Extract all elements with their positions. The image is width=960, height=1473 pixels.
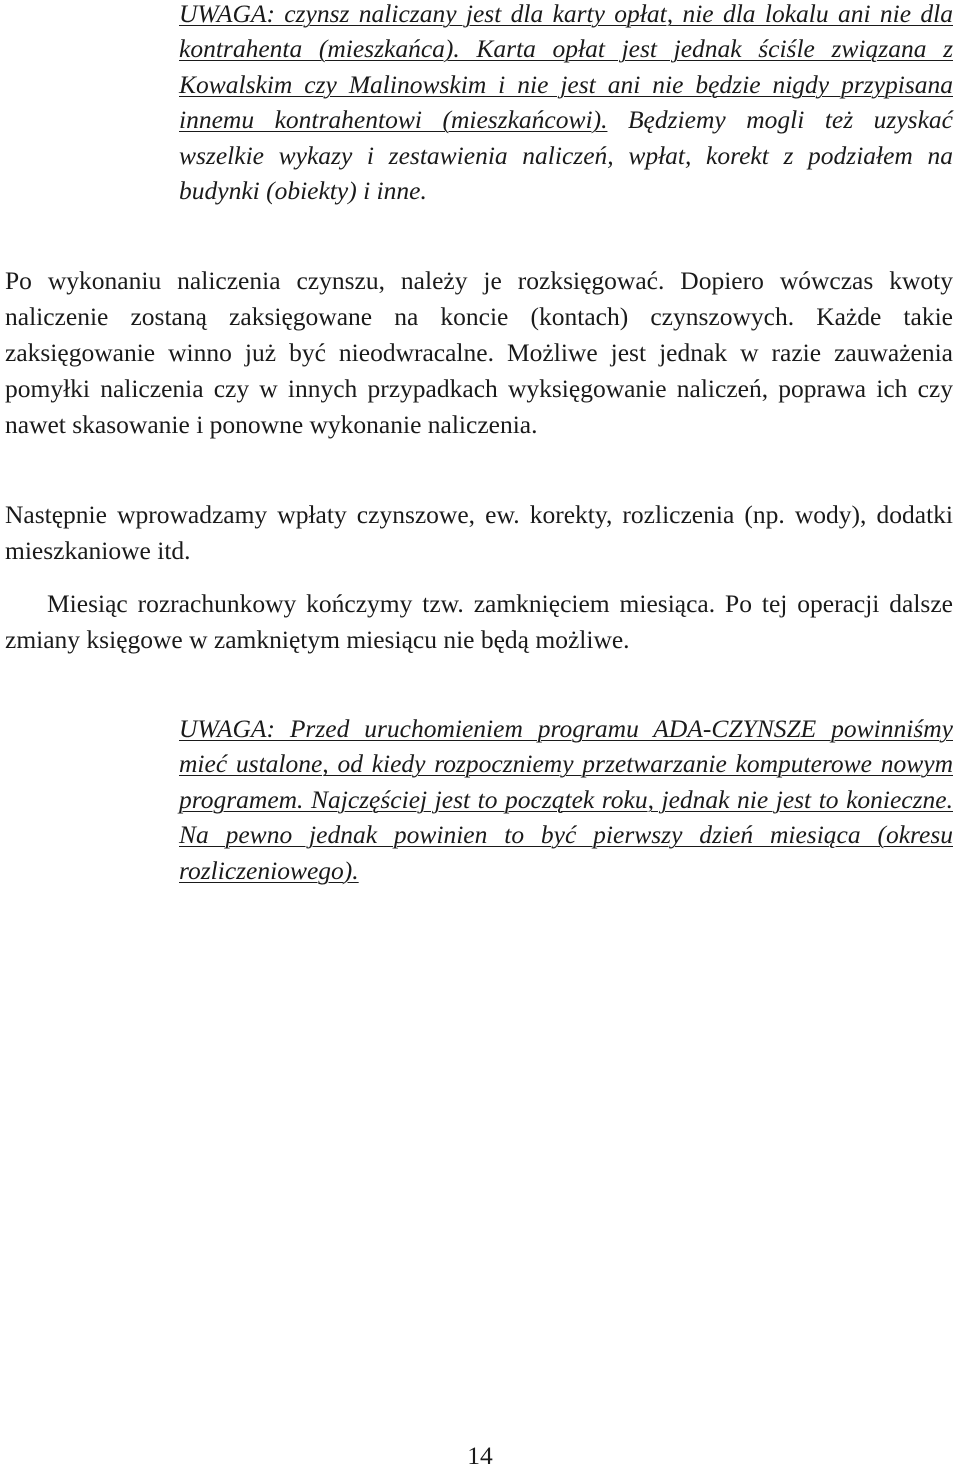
paragraph-posting: Po wykonaniu naliczenia czynszu, należy je rozksięgować. Dopiero wówczas kwoty naliczenie zostaną zaksięgowane na koncie (kontach) czynszowych. Każde takie zaksięgowanie winno już być nieodwracalne. Możliwe jest jednak w razie zauważenia pomyłki naliczenia czy w innych przypadkach wyksięgowanie naliczeń, poprawa ich czy nawet skasowanie i ponowne wykonanie naliczenia. — [5, 266, 953, 439]
paragraph-month-closing: Miesiąc rozrachunkowy kończymy tzw. zamknięciem miesiąca. Po tej operacji dalsze zmiany księgowe w zamkniętym miesiącu nie będą możliwe. — [5, 589, 953, 654]
note-warning-bottom — [179, 711, 953, 888]
note-warning-top — [179, 0, 953, 208]
page-number: 14 — [467, 1441, 493, 1470]
paragraph-payments: Następnie wprowadzamy wpłaty czynszowe, ew. korekty, rozliczenia (np. wody), dodatki mieszkaniowe itd. — [5, 500, 953, 565]
note-warning-top-plain: Będziemy mogli też uzyskać wszelkie wykazy i zestawienia naliczeń, wpłat, korekt z podziałem na budynki (obiekty) i inne. — [179, 105, 953, 206]
note-warning-top-underlined: UWAGA: czynsz naliczany jest dla karty opłat, nie dla lokalu ani nie dla kontrahenta (mieszkańca). Karta opłat jest jednak ściśle związana z Kowalskim czy Malinowskim i nie jest ani nie będzie nigdy przypisana innemu kontrahentowi (mieszkańcowi). — [179, 0, 953, 135]
note-warning-bottom-text: UWAGA: Przed uruchomieniem programu ADA-CZYNSZE powinniśmy mieć ustalone, od kiedy rozpoczniemy przetwarzanie komputerowe nowym programem. Najczęściej jest to początek roku, jednak nie jest to konieczne. Na pewno jednak powinien to być pierwszy dzień miesiąca (okresu rozliczeniowego). — [179, 714, 953, 885]
